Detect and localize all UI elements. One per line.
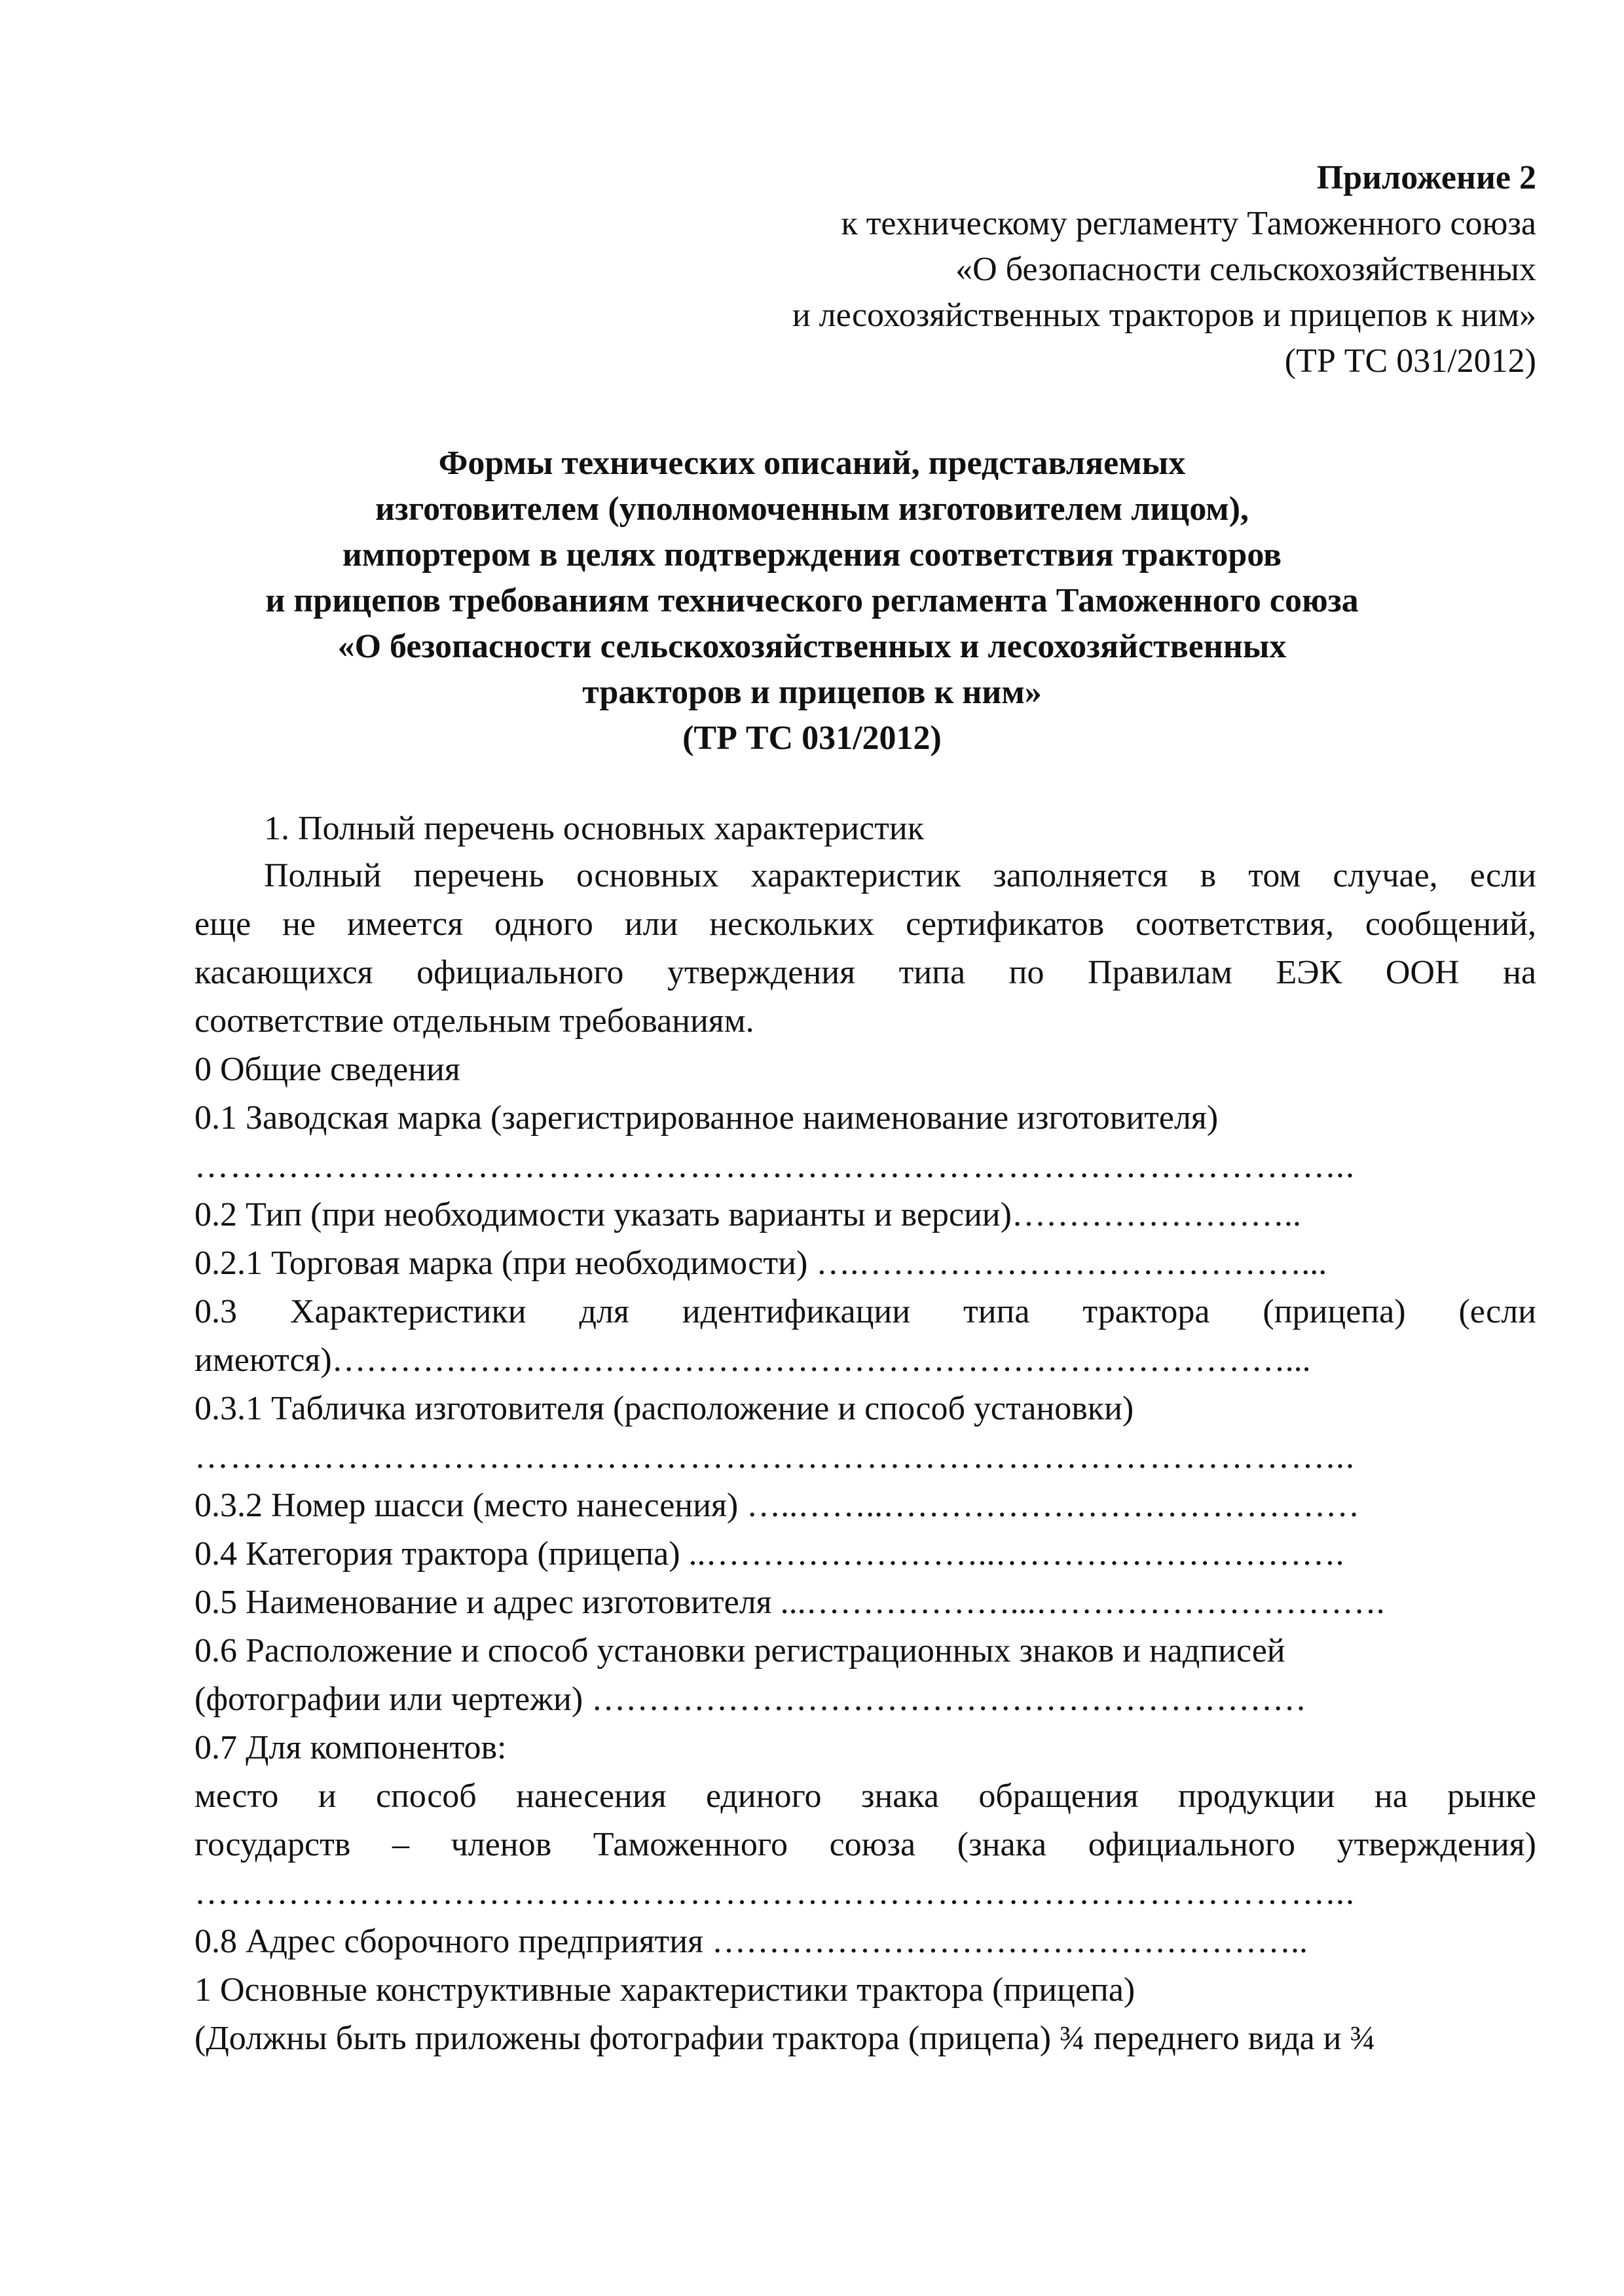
annex-line-3: и лесохозяйственных тракторов и прицепов к ним» [792,297,1536,334]
title-line-7: (ТР ТС 031/2012) [682,720,942,757]
annex-number: Приложение 2 [1316,159,1536,196]
intro-line-3: касающихся официального утверждения типа по Правилам ЕЭК ООН на [194,954,1536,991]
item-0-7-text-2: государств – членов Таможенного союза (знака официального утверждения) [194,1826,1536,1863]
title-line-3: импортером в целях подтверждения соответствия тракторов [342,536,1282,574]
item-0-3-cont: имеются)…………………………………………………………………………... [194,1341,1311,1379]
item-0-6-cont: (фотографии или чертежи) ……………………………………………………… [194,1681,1307,1718]
item-0-7-text-1: место и способ нанесения единого знака обращения продукции на рынке [194,1777,1536,1815]
intro-line-4: соответствие отдельным требованиям. [194,1002,754,1040]
item-0-8: 0.8 Адрес сборочного предприятия …………………………………………….. [194,1923,1308,1960]
fill-dots-line: ……………………………………………………………………………………... [194,1874,1356,1912]
item-0-7: 0.7 Для компонентов: [194,1729,507,1766]
title-line-2: изготовителем (уполномоченным изготовителем лицом), [375,490,1249,528]
title-line-6: тракторов и прицепов к ним» [582,674,1042,711]
item-0-3-1: 0.3.1 Табличка изготовителя (расположение и способ установки) [194,1390,1134,1427]
item-0-5: 0.5 Наименование и адрес изготовителя ...………………...…………………………. [194,1584,1385,1621]
fill-dots-line: ……………………………………………………………………………………... [194,1148,1356,1185]
item-1: 1 Основные конструктивные характеристики трактора (прицепа) [194,1971,1135,2009]
intro-line-2: еще не имеется одного или нескольких сертификатов соответствия, сообщений, [194,905,1536,943]
item-0-3-2: 0.3.2 Номер шасси (место нанесения) …..……..…………………………………… [194,1487,1360,1524]
item-0-6: 0.6 Расположение и способ установки регистрационных знаков и надписей [194,1632,1285,1669]
item-0-2: 0.2 Тип (при необходимости указать варианты и версии)…………………….. [194,1196,1301,1233]
item-0-3: 0.3 Характеристики для идентификации типа трактора (прицепа) (если [194,1293,1536,1330]
section-heading: 1. Полный перечень основных характеристик [264,810,924,847]
annex-line-4: (ТР ТС 031/2012) [1284,342,1536,380]
intro-line-1: Полный перечень основных характеристик заполняется в том случае, если [264,857,1536,894]
annex-line-2: «О безопасности сельскохозяйственных [955,251,1536,288]
item-0-2-1: 0.2.1 Торговая марка (при необходимости) ….…………………………………... [194,1245,1327,1282]
annex-line-1: к техническому регламенту Таможенного союза [841,205,1536,242]
title-line-1: Формы технических описаний, представляемых [438,445,1186,482]
title-line-5: «О безопасности сельскохозяйственных и лесохозяйственных [337,628,1287,665]
item-0-4: 0.4 Категория трактора (прицепа) ..……………………..…………………………. [194,1535,1344,1573]
item-1-text: (Должны быть приложены фотографии трактора (прицепа) ¾ переднего вида и ¾ [194,2020,1376,2057]
item-general-info: 0 Общие сведения [194,1051,460,1088]
title-line-4: и прицепов требованиям технического регламента Таможенного союза [265,582,1359,619]
fill-dots-line: ……………………………………………………………………………………... [194,1438,1356,1476]
item-0-1: 0.1 Заводская марка (зарегистрированное наименование изготовителя) [194,1099,1219,1137]
